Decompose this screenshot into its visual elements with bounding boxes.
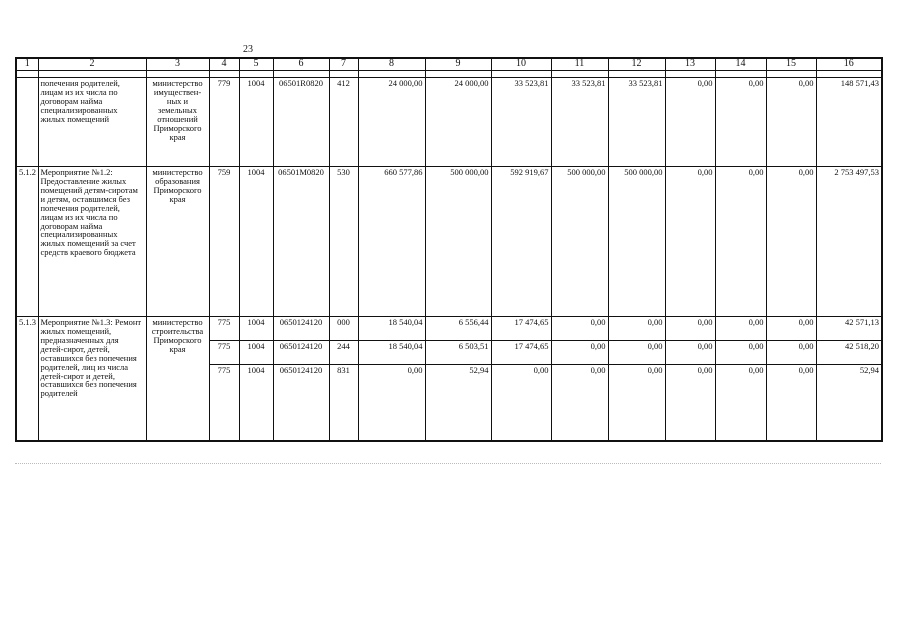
cell-c16: 148 571,43	[816, 78, 882, 167]
cell-c11: 0,00	[551, 317, 608, 341]
cell-executor: министерство строительства Приморского края	[146, 317, 209, 441]
cell-c12: 500 000,00	[608, 167, 665, 317]
gap-cell	[491, 71, 551, 78]
cell-c16: 42 518,20	[816, 341, 882, 365]
column-header-6: 6	[273, 58, 329, 71]
column-header-7: 7	[329, 58, 358, 71]
cell-c11: 0,00	[551, 341, 608, 365]
cell-c4: 775	[209, 365, 239, 441]
table-row	[16, 78, 882, 167]
column-header-1: 1	[16, 58, 38, 71]
cell-c9: 24 000,00	[425, 78, 491, 167]
cell-c6: 0650124120	[273, 317, 329, 341]
cell-c5: 1004	[239, 167, 273, 317]
cell-c11: 33 523,81	[551, 78, 608, 167]
cell-executor: министерство образования Приморского края	[146, 167, 209, 317]
cell-c6: 0650124120	[273, 365, 329, 441]
column-header-14: 14	[715, 58, 766, 71]
cell-c4: 779	[209, 78, 239, 167]
gap-cell	[766, 71, 816, 78]
cell-c7: 000	[329, 317, 358, 341]
cell-c10: 33 523,81	[491, 78, 551, 167]
cell-c8: 18 540,04	[358, 317, 425, 341]
cell-c12: 33 523,81	[608, 78, 665, 167]
cell-c8: 660 577,86	[358, 167, 425, 317]
cell-c5: 1004	[239, 78, 273, 167]
gap-cell	[816, 71, 882, 78]
cell-c8: 18 540,04	[358, 341, 425, 365]
cell-num: 5.1.2	[16, 167, 38, 317]
cell-c12: 0,00	[608, 365, 665, 441]
column-header-9: 9	[425, 58, 491, 71]
cell-c13: 0,00	[665, 78, 715, 167]
gap-cell	[146, 71, 209, 78]
cell-c14: 0,00	[715, 167, 766, 317]
cell-name: попечения родителей, лицам из их числа по договорам найма специализированных жилых помещений	[38, 78, 146, 167]
cell-c10: 17 474,65	[491, 341, 551, 365]
cell-c4: 759	[209, 167, 239, 317]
cell-c6: 0650124120	[273, 341, 329, 365]
cell-c8: 24 000,00	[358, 78, 425, 167]
gap-cell	[38, 71, 146, 78]
cell-c10: 0,00	[491, 365, 551, 441]
cell-c6: 06501M0820	[273, 167, 329, 317]
column-header-16: 16	[816, 58, 882, 71]
column-header-13: 13	[665, 58, 715, 71]
cell-c7: 831	[329, 365, 358, 441]
cell-c15: 0,00	[766, 341, 816, 365]
cell-c15: 0,00	[766, 78, 816, 167]
cell-c12: 0,00	[608, 341, 665, 365]
column-header-11: 11	[551, 58, 608, 71]
cell-c5: 1004	[239, 341, 273, 365]
cell-c16: 52,94	[816, 365, 882, 441]
cell-c14: 0,00	[715, 78, 766, 167]
cell-c15: 0,00	[766, 317, 816, 341]
cell-c9: 6 556,44	[425, 317, 491, 341]
gap-cell	[209, 71, 239, 78]
column-header-12: 12	[608, 58, 665, 71]
cell-c6: 06501R0820	[273, 78, 329, 167]
cell-c10: 17 474,65	[491, 317, 551, 341]
gap-cell	[239, 71, 273, 78]
cell-c13: 0,00	[665, 167, 715, 317]
cell-c13: 0,00	[665, 365, 715, 441]
cell-c15: 0,00	[766, 365, 816, 441]
cell-c12: 0,00	[608, 317, 665, 341]
gap-cell	[358, 71, 425, 78]
cell-c7: 244	[329, 341, 358, 365]
cell-c14: 0,00	[715, 365, 766, 441]
cell-c9: 500 000,00	[425, 167, 491, 317]
cell-c7: 412	[329, 78, 358, 167]
cell-c13: 0,00	[665, 317, 715, 341]
cell-c13: 0,00	[665, 341, 715, 365]
column-header-10: 10	[491, 58, 551, 71]
page-number: 23	[243, 44, 253, 55]
cell-name: Мероприятие №1.2: Предоставление жилых помещений детям-сиротам и детям, оставшимся без попечения родителей, лицам из их числа по договорам найма специализированных жилых помещений за счет средств краевого бюджета	[38, 167, 146, 317]
cell-c11: 0,00	[551, 365, 608, 441]
cell-c4: 775	[209, 317, 239, 341]
cell-c15: 0,00	[766, 167, 816, 317]
gap-cell	[551, 71, 608, 78]
cell-c10: 592 919,67	[491, 167, 551, 317]
column-header-4: 4	[209, 58, 239, 71]
cell-c14: 0,00	[715, 341, 766, 365]
gap-cell	[715, 71, 766, 78]
header-row	[16, 58, 882, 71]
cell-c16: 42 571,13	[816, 317, 882, 341]
bottom-dotted-line	[15, 463, 881, 466]
cell-c7: 530	[329, 167, 358, 317]
gap-cell	[425, 71, 491, 78]
cell-c16: 2 753 497,53	[816, 167, 882, 317]
gap-cell	[608, 71, 665, 78]
cell-c5: 1004	[239, 317, 273, 341]
cell-name: Мероприятие №1.3: Ремонт жилых помещений, предназначенных для детей-сирот, детей, оставшихся без попечения родителей, лиц из числа детей-сирот и детей, оставшихся без попечения родителей	[38, 317, 146, 441]
cell-c14: 0,00	[715, 317, 766, 341]
header-gap	[16, 71, 882, 78]
column-header-5: 5	[239, 58, 273, 71]
cell-c8: 0,00	[358, 365, 425, 441]
budget-table	[15, 57, 883, 442]
gap-cell	[16, 71, 38, 78]
gap-cell	[665, 71, 715, 78]
table-row	[16, 317, 882, 341]
cell-executor: министерство имуществен-ных и земельных отношений Приморского края	[146, 78, 209, 167]
cell-c9: 6 503,51	[425, 341, 491, 365]
cell-c5: 1004	[239, 365, 273, 441]
gap-cell	[329, 71, 358, 78]
column-header-15: 15	[766, 58, 816, 71]
cell-num	[16, 78, 38, 167]
column-header-8: 8	[358, 58, 425, 71]
column-header-3: 3	[146, 58, 209, 71]
gap-cell	[273, 71, 329, 78]
cell-c9: 52,94	[425, 365, 491, 441]
column-header-2: 2	[38, 58, 146, 71]
cell-num: 5.1.3	[16, 317, 38, 441]
table-row	[16, 167, 882, 317]
cell-c4: 775	[209, 341, 239, 365]
cell-c11: 500 000,00	[551, 167, 608, 317]
